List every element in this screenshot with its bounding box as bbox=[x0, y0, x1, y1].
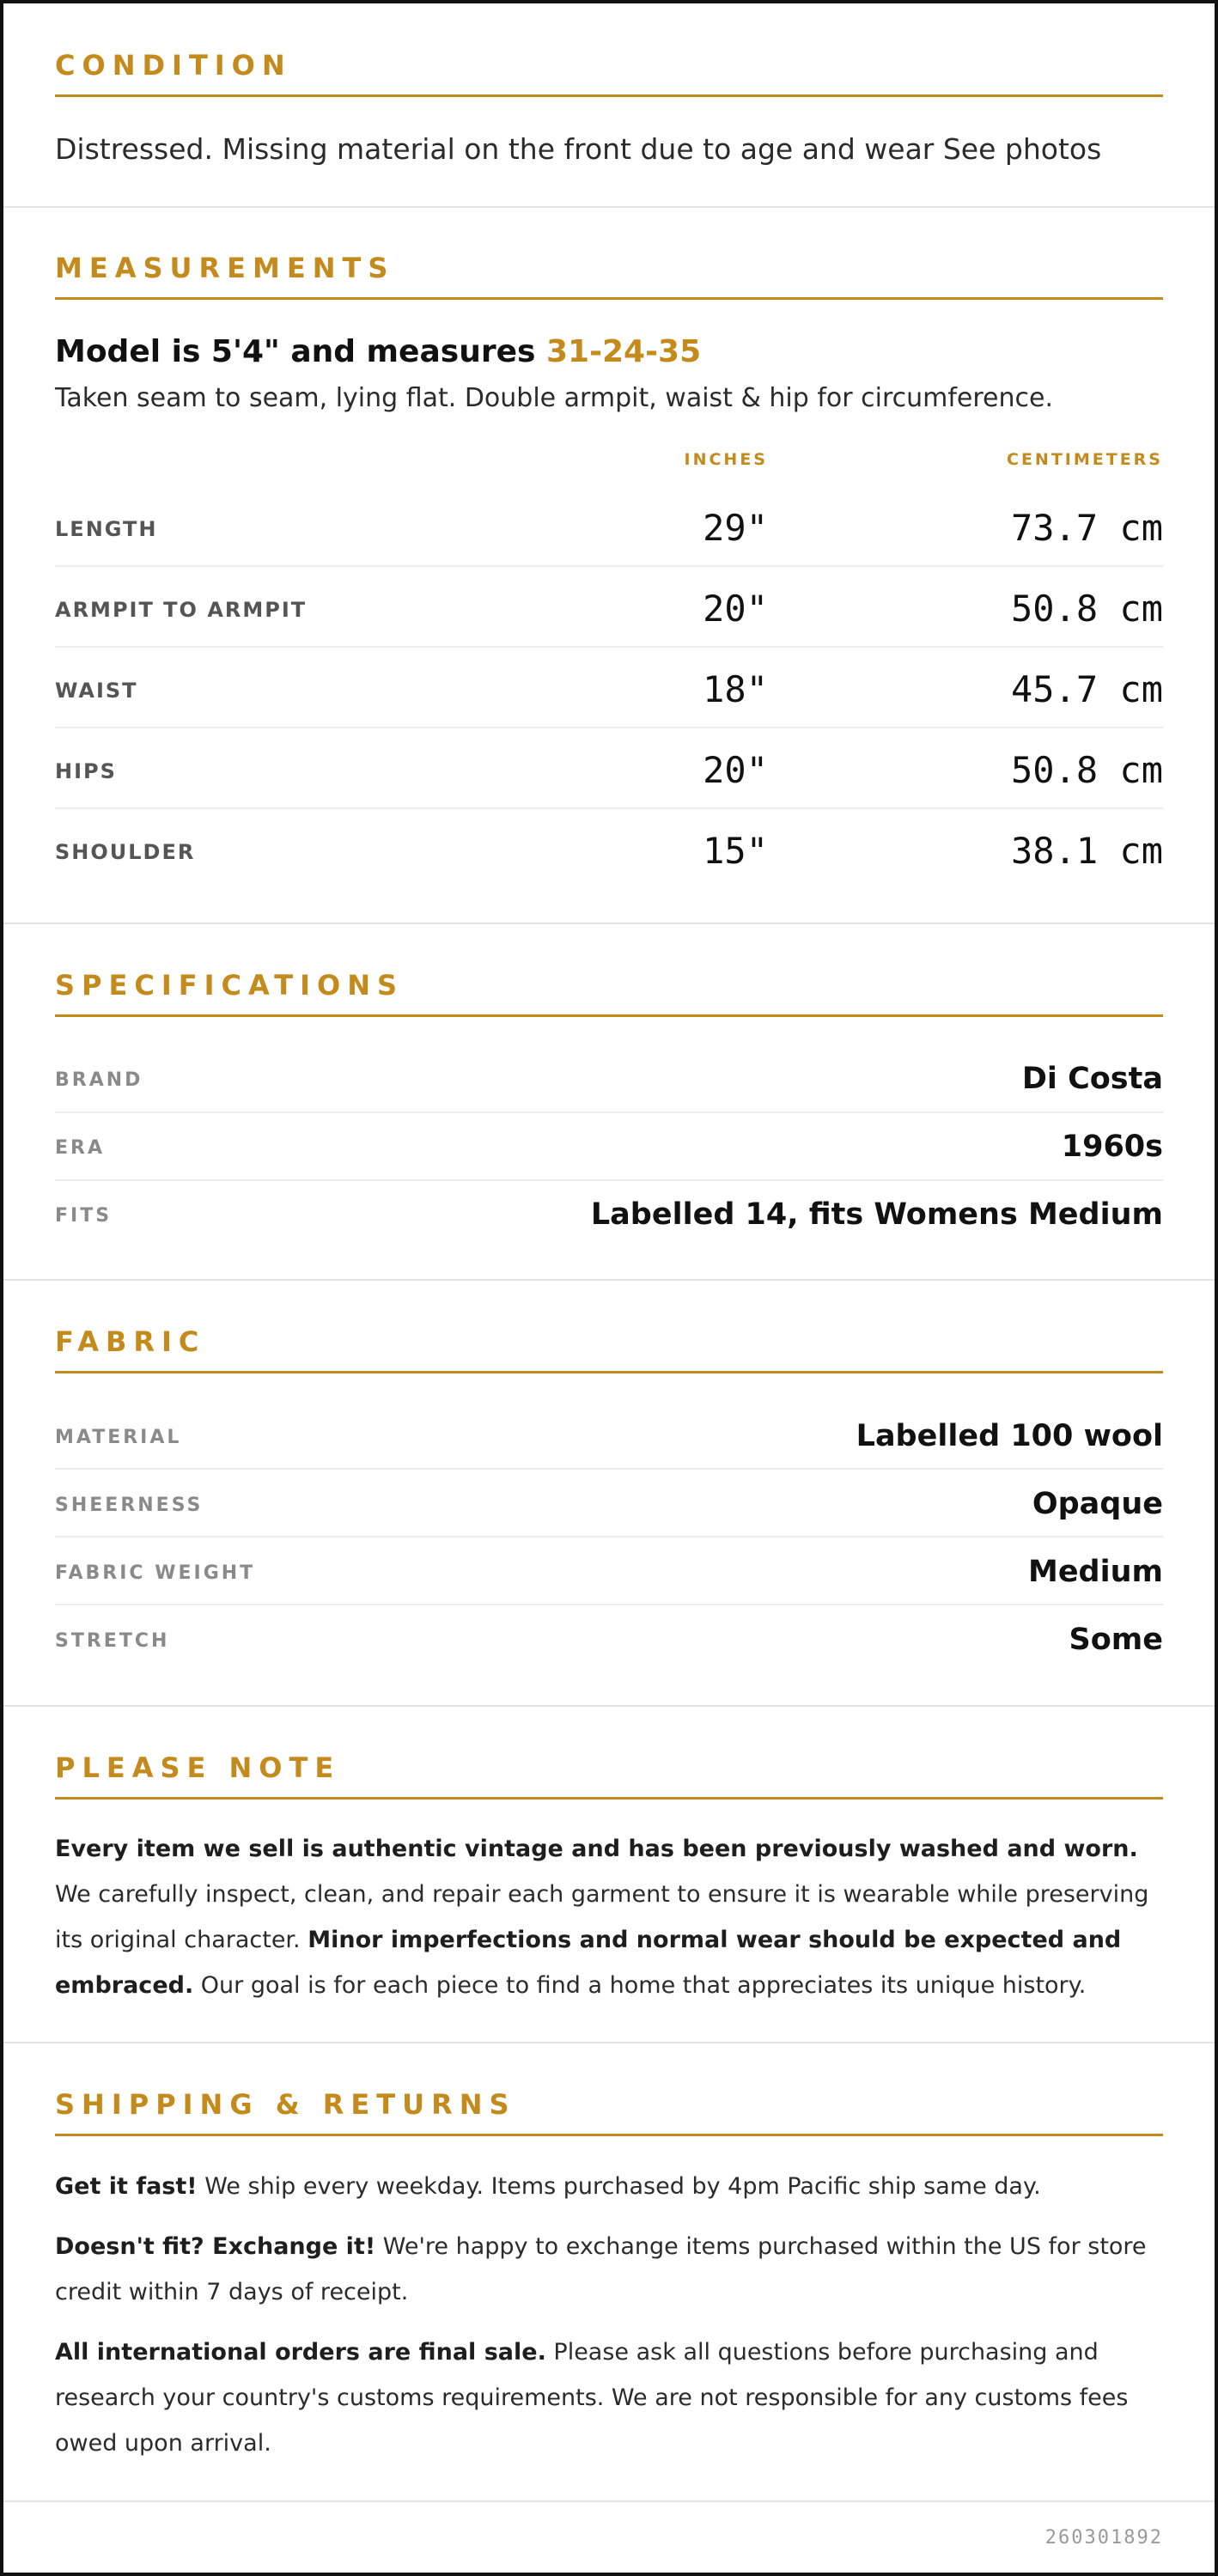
measurements-heading: MEASUREMENTS bbox=[55, 252, 395, 284]
measurement-inches-length: 29" bbox=[703, 507, 768, 549]
section-divider bbox=[3, 1705, 1215, 1707]
fabric-label-weight: FABRIC WEIGHT bbox=[55, 1562, 256, 1584]
spec-label-era: ERA bbox=[55, 1137, 105, 1159]
row-separator bbox=[55, 1179, 1163, 1181]
fabric-label-sheerness: SHEERNESS bbox=[55, 1495, 204, 1516]
spec-label-brand: BRAND bbox=[55, 1069, 143, 1091]
product-code: 260301892 bbox=[1044, 2527, 1163, 2549]
shipping-text-2: We're happy to exchange items purchased within the US for store credit within 7 days of receipt. bbox=[55, 2233, 1147, 2305]
please-note-bold-2: Minor imperfections and normal wear should be expected and embraced. bbox=[55, 1927, 1122, 1999]
section-divider bbox=[3, 1279, 1215, 1281]
please-note-heading: PLEASE NOTE bbox=[55, 1751, 341, 1784]
row-separator bbox=[55, 727, 1163, 728]
specifications-rule bbox=[55, 1014, 1163, 1017]
please-note-bold-1: Every item we sell is authentic vintage and has been previously washed and worn. bbox=[55, 1836, 1138, 1862]
condition-rule bbox=[55, 94, 1163, 97]
fabric-value-weight: Medium bbox=[1027, 1555, 1163, 1589]
section-divider bbox=[3, 2042, 1215, 2043]
fabric-label-material: MATERIAL bbox=[55, 1427, 182, 1448]
shipping-text-3: Please ask all questions before purchasing and research your country's customs requirements. We are not responsible for any customs fees owed upon arrival. bbox=[55, 2339, 1129, 2457]
measurements-note: Taken seam to seam, lying flat. Double armpit, waist & hip for circumference. bbox=[55, 383, 1054, 413]
condition-text: Distressed. Missing material on the front due to age and wear See photos bbox=[55, 132, 1102, 166]
shipping-paragraph-1 bbox=[55, 2164, 1163, 2209]
section-divider bbox=[3, 2500, 1215, 2502]
section-divider bbox=[3, 206, 1215, 208]
measurement-label-armpit: ARMPIT TO ARMPIT bbox=[55, 598, 308, 622]
please-note-rule bbox=[55, 1797, 1163, 1800]
shipping-text-1: We ship every weekday. Items purchased by 4pm Pacific ship same day. bbox=[197, 2173, 1041, 2200]
row-separator bbox=[55, 646, 1163, 648]
fabric-value-stretch: Some bbox=[1069, 1623, 1163, 1657]
measurement-inches-shoulder: 15" bbox=[703, 830, 768, 872]
measurement-inches-hips: 20" bbox=[703, 749, 768, 791]
measurement-cm-hips: 50.8 cm bbox=[1010, 749, 1163, 791]
section-divider bbox=[3, 923, 1215, 924]
model-prefix: Model is 5'4" and measures bbox=[55, 334, 546, 369]
measurement-cm-shoulder: 38.1 cm bbox=[1010, 830, 1163, 872]
shipping-heading: SHIPPING & RETURNS bbox=[55, 2088, 516, 2121]
fabric-label-stretch: STRETCH bbox=[55, 1630, 170, 1652]
measurement-label-waist: WAIST bbox=[55, 679, 138, 703]
shipping-paragraph-2 bbox=[55, 2224, 1163, 2315]
shipping-rule bbox=[55, 2134, 1163, 2136]
row-separator bbox=[55, 1111, 1163, 1113]
measurement-label-shoulder: SHOULDER bbox=[55, 840, 196, 864]
spec-value-fits: Labelled 14, fits Womens Medium bbox=[590, 1197, 1163, 1232]
row-separator bbox=[55, 1468, 1163, 1470]
fabric-rule bbox=[55, 1371, 1163, 1373]
shipping-paragraph-3 bbox=[55, 2329, 1163, 2466]
inches-column-header: INCHES bbox=[684, 450, 768, 469]
measurement-label-hips: HIPS bbox=[55, 759, 117, 783]
shipping-bold-1: Get it fast! bbox=[55, 2173, 198, 2200]
specifications-heading: SPECIFICATIONS bbox=[55, 969, 405, 1002]
measurement-cm-waist: 45.7 cm bbox=[1010, 668, 1163, 710]
measurement-cm-length: 73.7 cm bbox=[1010, 507, 1163, 549]
measurement-inches-armpit: 20" bbox=[703, 588, 768, 630]
model-measurements bbox=[55, 332, 701, 372]
measurement-label-length: LENGTH bbox=[55, 517, 158, 541]
shipping-bold-3: All international orders are final sale. bbox=[55, 2339, 546, 2366]
centimeters-column-header: CENTIMETERS bbox=[1007, 450, 1163, 469]
model-measures-value: 31-24-35 bbox=[545, 334, 702, 369]
please-note-text bbox=[55, 1826, 1163, 2008]
row-separator bbox=[55, 807, 1163, 809]
row-separator bbox=[55, 1604, 1163, 1605]
measurements-rule bbox=[55, 297, 1163, 300]
spec-label-fits: FITS bbox=[55, 1205, 113, 1227]
fabric-value-material: Labelled 100 wool bbox=[856, 1419, 1163, 1453]
please-note-text-2: Our goal is for each piece to find a home that appreciates its unique history. bbox=[193, 1972, 1087, 1999]
fabric-value-sheerness: Opaque bbox=[1032, 1487, 1163, 1521]
condition-heading: CONDITION bbox=[55, 49, 292, 82]
row-separator bbox=[55, 565, 1163, 567]
measurement-cm-armpit: 50.8 cm bbox=[1010, 588, 1163, 630]
fabric-heading: FABRIC bbox=[55, 1325, 206, 1358]
row-separator bbox=[55, 1536, 1163, 1538]
spec-value-era: 1960s bbox=[1061, 1130, 1163, 1164]
measurement-inches-waist: 18" bbox=[703, 668, 768, 710]
shipping-bold-2: Doesn't fit? Exchange it! bbox=[55, 2233, 376, 2260]
please-note-text-1: We carefully inspect, clean, and repair each garment to ensure it is wearable while preserving its original character. bbox=[55, 1881, 1149, 1953]
spec-value-brand: Di Costa bbox=[1021, 1062, 1163, 1096]
